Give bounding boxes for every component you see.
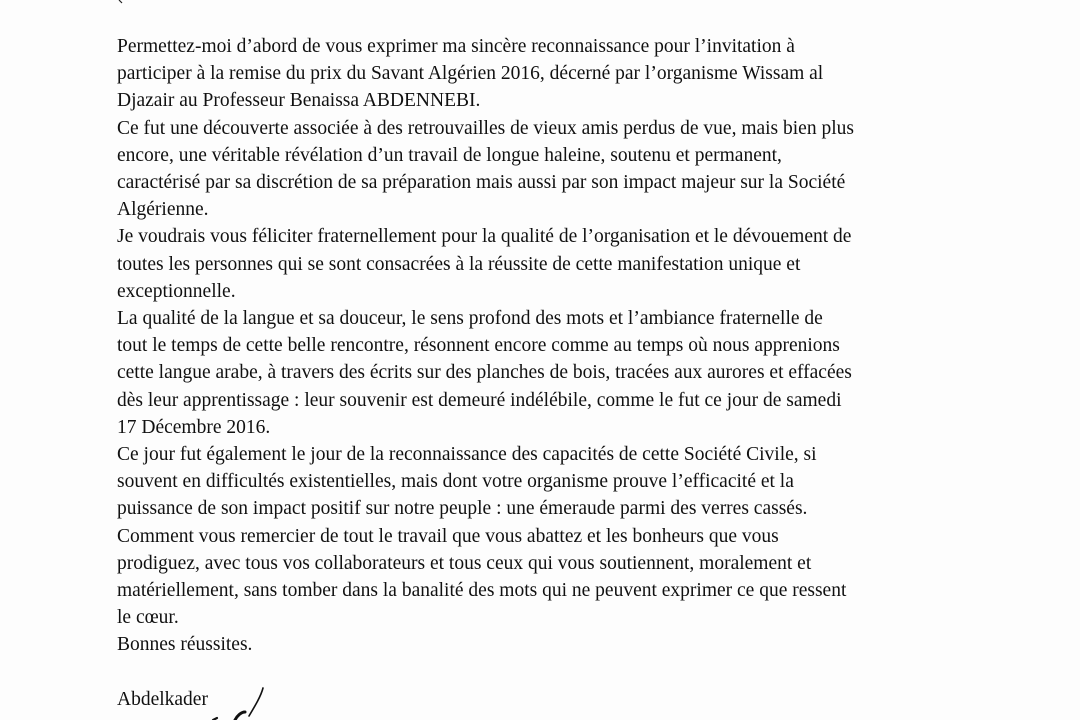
paragraph-language — [117, 305, 957, 441]
text-line: souvent en difficultés existentielles, mais dont votre organisme prouve l’efficacité et la — [117, 471, 794, 493]
top-ink-mark — [118, 0, 128, 4]
signature-name: Abdelkader — [117, 688, 208, 710]
text-line: toutes les personnes qui se sont consacrées à la réussite de cette manifestation unique et — [117, 253, 801, 275]
paragraph-thanks — [117, 523, 957, 632]
text-line: Permettez-moi d’abord de vous exprimer ma sincère reconnaissance pour l’invitation à — [117, 36, 795, 57]
text-line: cette langue arabe, à travers des écrits sur des planches de bois, tracées aux aurores et effacées — [117, 362, 852, 384]
text-line: prodiguez, avec tous vos collaborateurs et tous ceux qui vous soutiennent, moralement et — [117, 552, 812, 574]
paragraph-invitation — [117, 33, 957, 115]
paragraph-civil-society — [117, 441, 957, 523]
closing-line: Bonnes réussites. — [117, 634, 253, 656]
text-line: La qualité de la langue et sa douceur, le sens profond des mots et l’ambiance fraternelle de — [117, 308, 823, 330]
text-line: tout le temps de cette belle rencontre, résonnent encore comme au temps où nous apprenions — [117, 335, 840, 357]
text-line: Ce fut une découverte associée à des retrouvailles de vieux amis perdus de vue, mais bien plus — [117, 117, 854, 139]
paragraph-congratulations — [117, 223, 957, 305]
text-line: Comment vous remercier de tout le travail que vous abattez et les bonheurs que vous — [117, 525, 779, 547]
letter-body — [117, 33, 957, 713]
text-line: matériellement, sans tomber dans la banalité des mots qui ne peuvent exprimer ce que ressent — [117, 580, 847, 602]
text-line: Ce jour fut également le jour de la reconnaissance des capacités de cette Société Civile, si — [117, 444, 817, 466]
text-line: Djazair au Professeur Benaissa ABDENNEBI. — [117, 90, 481, 112]
text-line: le cœur. — [117, 607, 179, 629]
text-line: exceptionnelle. — [117, 280, 236, 302]
text-line: Je voudrais vous féliciter fraternellement pour la qualité de l’organisation et le dévouement de — [117, 226, 852, 248]
paragraph-discovery — [117, 115, 957, 224]
text-line: encore, une véritable révélation d’un travail de longue haleine, soutenu et permanent, — [117, 144, 782, 166]
paragraph-closing — [117, 631, 957, 658]
handwritten-signature-icon — [205, 682, 275, 720]
text-line: caractérisé par sa discrétion de sa préparation mais aussi par son impact majeur sur la Société — [117, 172, 846, 194]
text-line: puissance de son impact positif sur notre peuple : une émeraude parmi des verres cassés. — [117, 498, 808, 520]
text-line: participer à la remise du prix du Savant Algérien 2016, décerné par l’organisme Wissam al — [117, 63, 824, 85]
text-line: 17 Décembre 2016. — [117, 416, 271, 438]
text-line: dès leur apprentissage : leur souvenir est demeuré indélébile, comme le fut ce jour de samedi — [117, 389, 842, 411]
text-line: Algérienne. — [117, 199, 209, 221]
